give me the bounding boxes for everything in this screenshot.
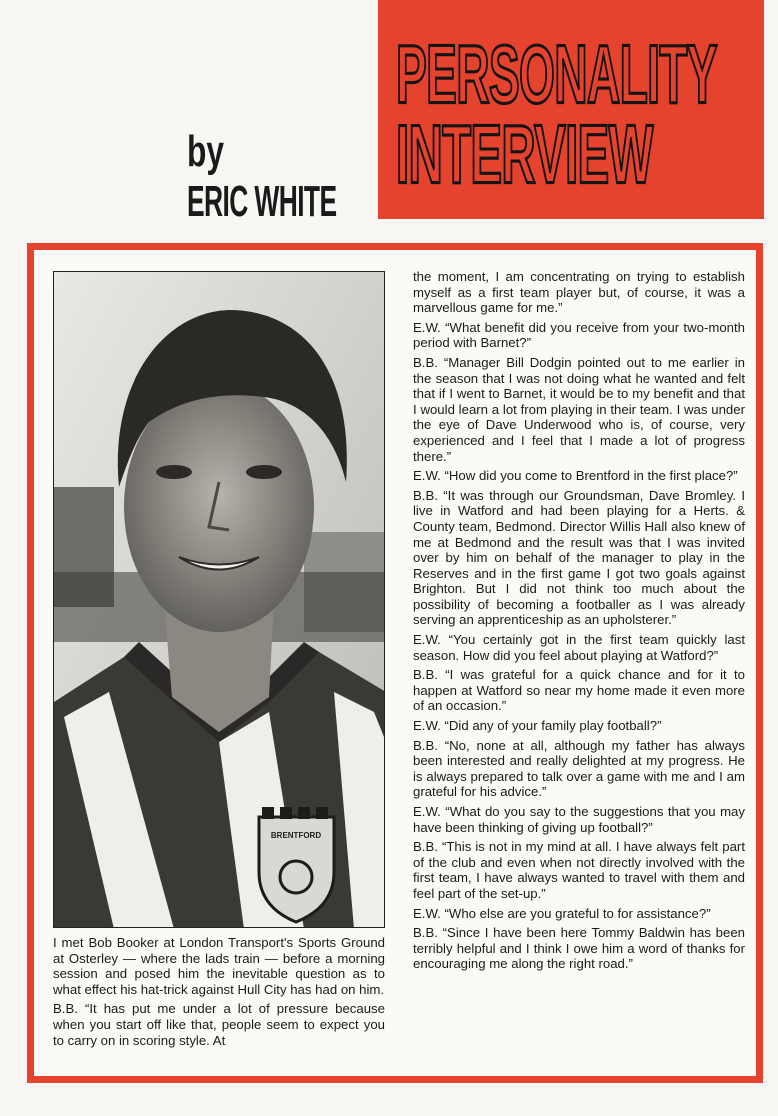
title-interview: INTERVIEW: [396, 107, 653, 200]
portrait-photo: [53, 271, 385, 928]
byline-by: by: [187, 127, 224, 176]
intro-paragraph: I met Bob Booker at London Transport's Sports Ground at Osterley — where the lads train — before a morning session and posed him the inevitable question as to what effect his hat-trick against Hull City has had on him.: [53, 935, 385, 997]
answer-paragraph: B.B. “I was grateful for a quick chance and for it to happen at Watford so near my home made it even more of an occasion.”: [413, 667, 745, 714]
portrait-illustration: [54, 272, 385, 928]
right-column: [413, 269, 745, 976]
answer-paragraph: B.B. “No, none at all, although my father has always been interested and really delighted at my progress. He is always prepared to talk over a game with me and I am grateful for his advice.”: [413, 737, 745, 800]
byline: [187, 127, 487, 226]
answer-paragraph: the moment, I am concentrating on trying to establish myself as a first team player but, of course, it was a marvellous game for me.”: [413, 269, 745, 316]
byline-author: ERIC WHITE: [187, 177, 337, 226]
question-paragraph: E.W. “Did any of your family play football?”: [413, 718, 662, 734]
title-personality: PERSONALITY: [396, 27, 717, 120]
left-column: [53, 935, 385, 1052]
question-paragraph: E.W. “What benefit did you receive from your two-month period with Barnet?”: [413, 319, 745, 351]
question-paragraph: E.W. “How did you come to Brentford in the first place?”: [413, 468, 738, 484]
answer-paragraph: B.B. “It was through our Groundsman, Dave Bromley. I live in Watford and had been playing for a Herts. & County team, Bedmond. Director Willis Hall also knew of me at Bedmond and the result was that I was invited over by him on behalf of the manager to play in the Reserves and in the first game I got two goals against Brighton. But I did not think too much about the possibility of becoming a footballer as I was already serving an apprenticeship as an upholsterer.”: [413, 487, 745, 628]
question-paragraph: E.W. “What do you say to the suggestions that you may have been thinking of giving up football?”: [413, 804, 745, 835]
answer-paragraph: B.B. “This is not in my mind at all. I have always felt part of the club and even when not directly involved with the first team, I have always wanted to travel with them and feel part of the set-up.”: [413, 839, 745, 901]
answer-paragraph: B.B. “It has put me under a lot of pressure because when you start off like that, people seem to expect you to carry on in scoring style. At: [53, 1001, 385, 1048]
answer-paragraph: B.B. “Since I have been here Tommy Baldwin has been terribly helpful and I think I owe him a word of thanks for encouraging me along the right road.”: [413, 925, 745, 972]
question-paragraph: E.W. “Who else are you grateful to for assistance?”: [413, 905, 711, 921]
badge-text: BRENTFORD: [270, 831, 322, 840]
question-paragraph: E.W. “You certainly got in the first team quickly last season. How did you feel about playing at Watford?”: [413, 632, 745, 663]
answer-paragraph: B.B. “Manager Bill Dodgin pointed out to me earlier in the season that I was not doing what he wanted and felt that if I went to Barnet, it would be to my benefit and that I would learn a lot from playing in their team. I was under the eye of Dave Underwood who is, of course, very experienced and I feel that I made a lot of progress there.”: [413, 354, 745, 464]
club-badge-icon: [259, 807, 334, 922]
